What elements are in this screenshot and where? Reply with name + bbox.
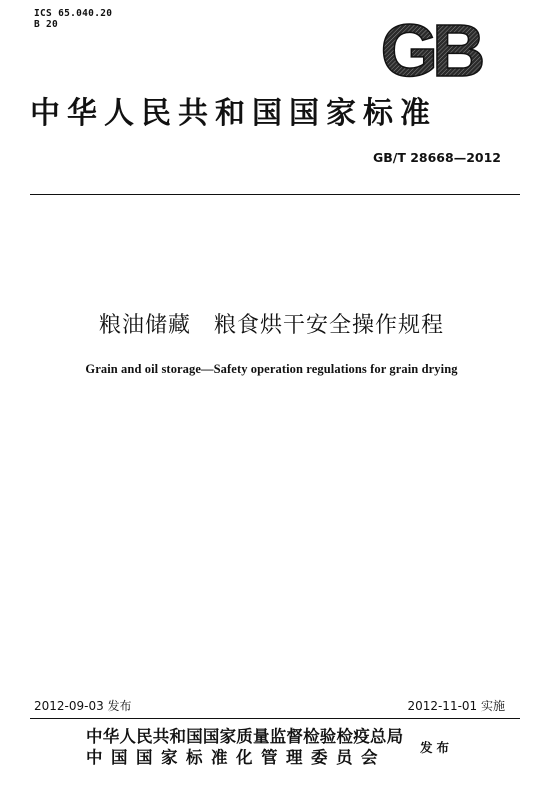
title-chinese: 粮油储藏 粮食烘干安全操作规程 — [98, 313, 444, 338]
issue-date: 2012-09-03 发布 — [34, 699, 132, 713]
ics-code: ICS 65.040.20 — [34, 8, 113, 19]
standard-number: GB/T 28668—2012 — [372, 150, 501, 165]
standard-organization: 中华人民共和国国家标准 — [30, 96, 437, 131]
ccs-code: B 20 — [34, 19, 59, 30]
issuer-sac: 中国国家标准化管理委员会 — [86, 748, 386, 767]
publish-label: 发布 — [420, 740, 454, 755]
header-divider — [30, 194, 520, 195]
implementation-date: 2012-11-01 实施 — [407, 699, 505, 713]
footer-divider — [30, 718, 520, 719]
gb-logo-text: GB — [380, 14, 480, 86]
title-english: Grain and oil storage—Safety operation regulations for grain drying — [85, 362, 458, 376]
issuer-aqsiq: 中华人民共和国国家质量监督检验检疫总局 — [86, 727, 404, 746]
gb-logo — [370, 14, 490, 86]
